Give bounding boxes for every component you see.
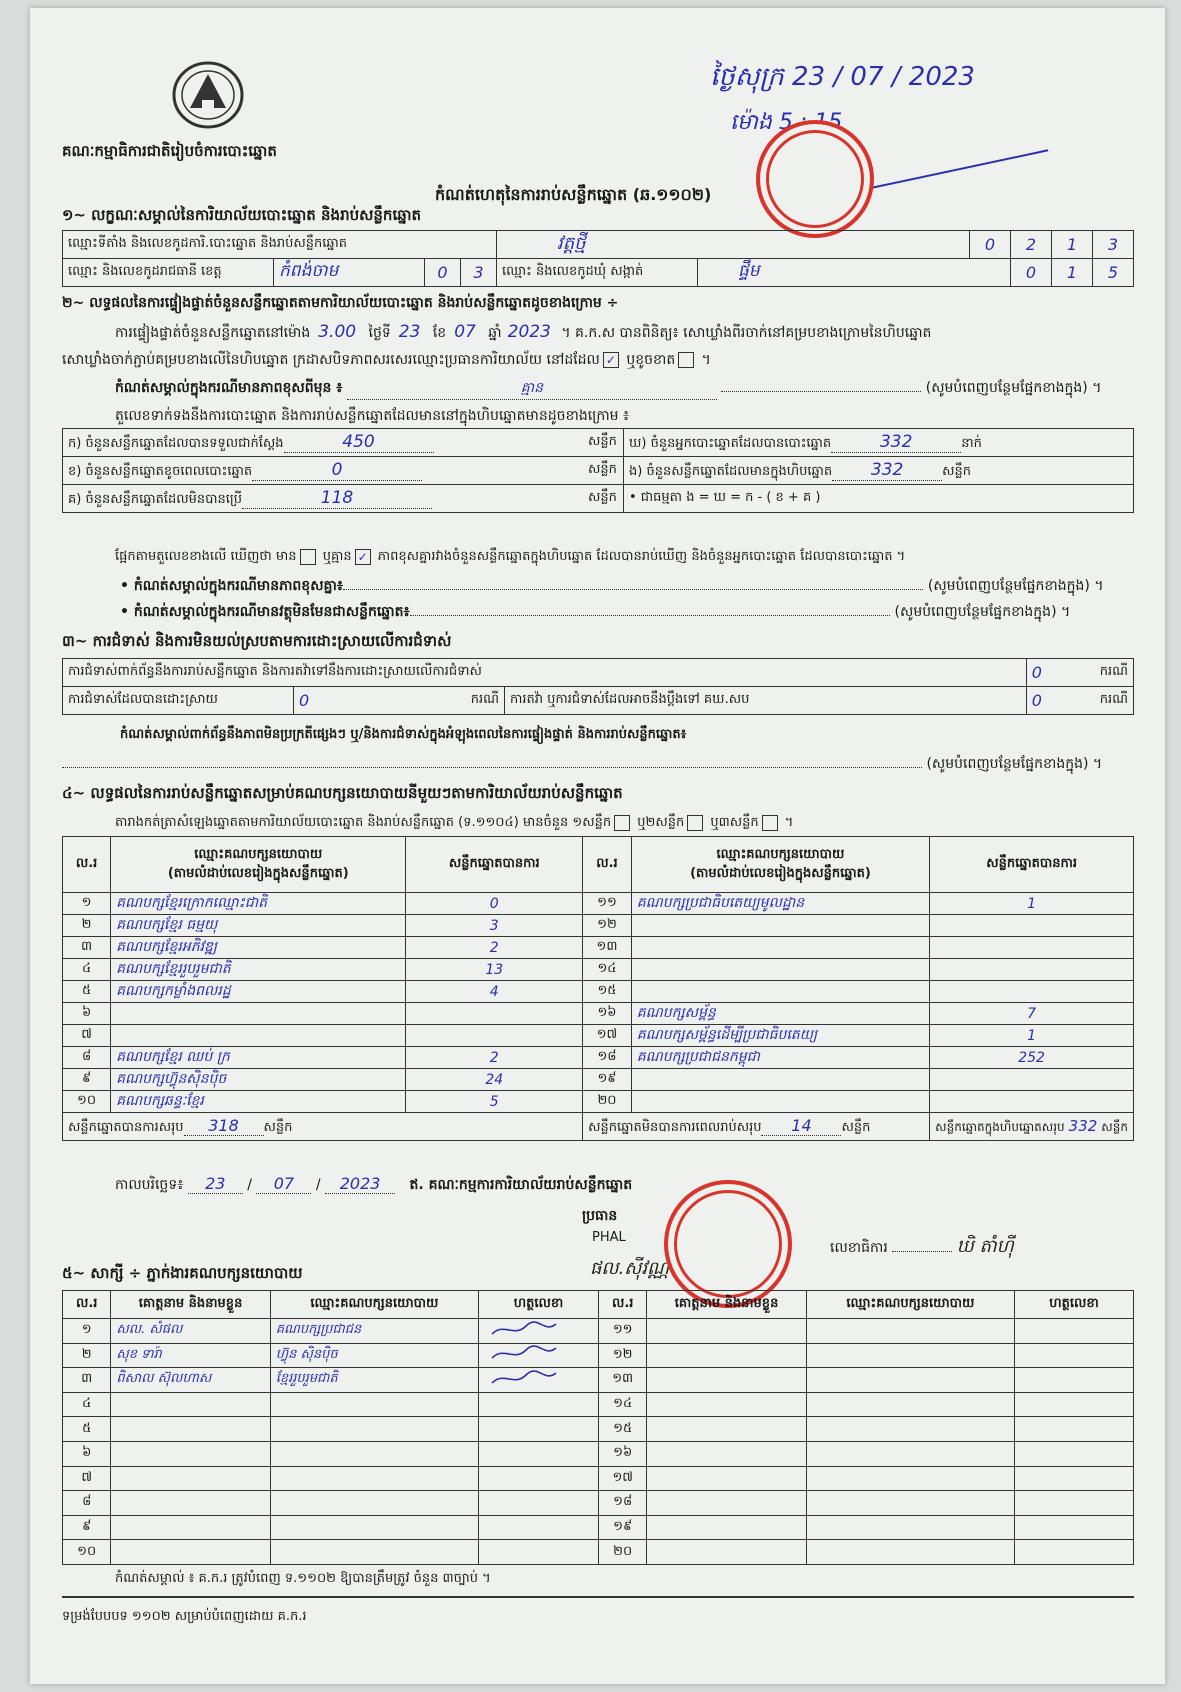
formula: • ជាធម្មតា ង = ឃ = ក - ( ខ + គ ) <box>624 485 1134 513</box>
witness-signature <box>479 1540 599 1565</box>
handwritten-date: ថ្ងៃសុក្រ 23 / 07 / 2023 <box>710 62 975 92</box>
date-line: កាលបរិច្ឆេទ៖ 23 / 07 / 2023 ឥ. គណៈកម្មការការិយាល័យរាប់សន្លឹកឆ្នោត <box>115 1174 633 1193</box>
footer-divider <box>62 1596 1134 1598</box>
witness-signature <box>1015 1343 1134 1368</box>
figure-ka: ក) ចំនួនសន្លឹកឆ្នោតដែលបានទទួលជាក់ស្តែង 450 <box>63 429 584 457</box>
chair-name: PHAL <box>592 1230 626 1245</box>
complaints-table: ការជំទាស់ពាក់ព័ន្ធនឹងការរាប់សន្លឹកឆ្នោត និងការតវ៉ាទៅនឹងការដោះស្រាយលើការជំទាស់ 0 ករណី ការជំទាស់ដែលបានដោះស្រាយ 0 ករណី ការតវ៉ា ឬការជំទាស់ដែលអាចនឹងប្តឹងទៅ គឃ.សប 0 ករណី <box>62 658 1134 715</box>
province-label: ឈ្មោះ និងលេខកូដរាជធានី ខេត្ត <box>63 259 274 287</box>
witness-no: ៧ <box>63 1466 111 1491</box>
location-code-4: 3 <box>1093 231 1134 259</box>
signature-line-top <box>872 149 1048 188</box>
location-code-1: 0 <box>970 231 1011 259</box>
witness-party <box>270 1441 478 1466</box>
witness-signature <box>1015 1392 1134 1417</box>
witness-row <box>63 1441 1134 1466</box>
province-code-2: 3 <box>461 259 497 287</box>
diff-no-checkbox[interactable]: ✓ <box>355 549 371 565</box>
witness-name <box>647 1368 806 1393</box>
two-sheet-checkbox[interactable] <box>687 815 703 831</box>
witness-table: ល.រ គោត្តនាម និងនាមខ្លួន ឈ្មោះគណបក្សនយោបាយ ហត្ថលេខា ល.រ គោត្តនាម និងនាមខ្លួន ឈ្មោះគណបក្សនយោបាយ ហត្ថលេខា ១ សល. សំផល គណបក្សប្រជាជន ១១ ២ សុខ ទារ៉ា ហ៊្វុន ស៊ិនប៉ិច ១២ ៣ ពិសាល ស៊ុលហាស ខ្មែររួបរួមជាតិ ១៣ ៤ ១៤ ៥ ១៥ ៦ ១៦ ៧ ១៧ ៨ ១៨ ៩ ១៩ ១០ ២០ <box>62 1290 1134 1565</box>
witness-row <box>63 1515 1134 1540</box>
commune-code-2: 1 <box>1052 259 1093 287</box>
figure-ka-value: 450 <box>284 432 434 453</box>
diff-note: • កំណត់សម្គាល់ក្នុងករណីមានភាពខុសគ្នា៖ (សូមបំពេញបន្ថែមផ្នែកខាងក្នុង) ។ <box>120 578 1104 594</box>
witness-signature <box>1015 1466 1134 1491</box>
witness-no: ១២ <box>599 1343 647 1368</box>
witness-name <box>111 1441 270 1466</box>
witness-name <box>647 1343 806 1368</box>
committee-label: ឥ. គណៈកម្មការការិយាល័យរាប់សន្លឹកឆ្នោត <box>409 1177 633 1193</box>
result-votes <box>930 1069 1134 1091</box>
witness-signature <box>1015 1441 1134 1466</box>
witness-party <box>270 1540 478 1565</box>
commune-code-3: 5 <box>1093 259 1134 287</box>
result-row <box>63 1069 1134 1091</box>
witness-party <box>806 1343 1014 1368</box>
result-no: ៦ <box>63 1003 111 1025</box>
result-no: ១៦ <box>583 1003 632 1025</box>
witness-no: ៣ <box>63 1368 111 1393</box>
section5-title: ៥~ សាក្សី ÷ ភ្នាក់ងារគណបក្សនយោបាយ <box>62 1264 303 1282</box>
witness-name <box>647 1491 806 1516</box>
org-name: គណៈកម្មាធិការជាតិរៀបចំការបោះឆ្នោត <box>62 142 277 160</box>
witness-no: ៦ <box>63 1441 111 1466</box>
figure-kho: ឃ) ចំនួនអ្នកបោះឆ្នោតដែលបានបោះឆ្នោត 332 នាក់ <box>624 429 1134 457</box>
witness-name: សុខ ទារ៉ា <box>111 1343 270 1368</box>
witness-signature <box>479 1491 599 1516</box>
witness-no: ១៦ <box>599 1441 647 1466</box>
location-value: វត្តថ្មី <box>497 231 970 259</box>
result-votes: 252 <box>930 1047 1134 1069</box>
secretary-label: លេខាធិការ ឃិ តាំហ៊ី <box>830 1236 1014 1257</box>
result-row <box>63 1047 1134 1069</box>
chair-label: ប្រធាន <box>582 1208 618 1224</box>
three-sheet-checkbox[interactable] <box>762 815 778 831</box>
witness-row <box>63 1368 1134 1393</box>
witness-party: គណបក្សប្រជាជន <box>270 1319 478 1344</box>
result-votes: 2 <box>406 1047 583 1069</box>
result-party: គណបក្សសម្ព័ន្ធដើម្បីប្រជាធិបតេយ្យ <box>631 1025 929 1047</box>
verify-time: 3.00 <box>318 322 357 342</box>
witness-party <box>806 1540 1014 1565</box>
result-no: ១៤ <box>583 959 632 981</box>
sign-year: 2023 <box>325 1174 395 1194</box>
seal-note-value: គ្មាន <box>347 378 717 400</box>
witness-signature <box>479 1417 599 1442</box>
witness-party <box>806 1491 1014 1516</box>
results-table <box>62 836 1134 1141</box>
form-title: កំណត់ហេតុនៃការរាប់សន្លឹកឆ្នោត (ឆ.១១០២) <box>435 185 712 204</box>
witness-signature <box>1015 1491 1134 1516</box>
result-party: គណបក្សប្រជាធិបតេយ្យមូលដ្ឋាន <box>631 893 929 915</box>
witness-signature <box>479 1392 599 1417</box>
witness-name: ពិសាល ស៊ុលហាស <box>111 1368 270 1393</box>
witness-name: សល. សំផល <box>111 1319 270 1344</box>
result-votes: 7 <box>930 1003 1134 1025</box>
witness-no: ១៨ <box>599 1491 647 1516</box>
section3-title: ៣~ ការជំទាស់ និងការមិនយល់ស្របតាមការដោះស្រាយលើការជំទាស់ <box>62 632 452 650</box>
one-sheet-checkbox[interactable] <box>614 815 630 831</box>
witness-name <box>647 1319 806 1344</box>
result-no: ៣ <box>63 937 111 959</box>
result-party <box>111 1003 406 1025</box>
result-party: គណបក្សប្រជាជនកម្ពុជា <box>631 1047 929 1069</box>
witness-no: ១១ <box>599 1319 647 1344</box>
result-party: គណបក្សខ្មែរអភិវឌ្ឍ <box>111 937 406 959</box>
witness-no: ១៥ <box>599 1417 647 1442</box>
witness-no: ៥ <box>63 1417 111 1442</box>
result-party: គណបក្សសម្ព័ន្ធ <box>631 1003 929 1025</box>
witness-row <box>63 1466 1134 1491</box>
result-party: គណបក្សខ្មែររួបរួមជាតិ <box>111 959 406 981</box>
witness-name <box>111 1515 270 1540</box>
figures-table: ក) ចំនួនសន្លឹកឆ្នោតដែលបានទទួលជាក់ស្តែង 450 សន្លឹក ឃ) ចំនួនអ្នកបោះឆ្នោតដែលបានបោះឆ្នោត 332 នាក់ ខ) ចំនួនសន្លឹកឆ្នោតខូចពេលបោះឆ្នោត 0 សន្លឹក ង) ចំនួនសន្លឹកឆ្នោតដែលមានក្នុងហិបឆ្នោត 332 សន្លឹក គ) ចំនួនសន្លឹកឆ្នោតដែលមិនបានប្រើ 118 សន្លឹក • ជាធម្មតា ង = ឃ = ក - ( ខ + គ ) <box>62 428 1134 513</box>
signature-scribble-icon <box>484 1344 564 1362</box>
result-party <box>631 1091 929 1113</box>
location-label: ឈ្មោះទីតាំង និងលេខកូដការិ.បោះឆ្នោត និងរាប់សន្លឹកឆ្នោត <box>63 231 497 259</box>
signature-scribble-icon <box>484 1320 564 1338</box>
witness-name <box>647 1515 806 1540</box>
witness-no: ៩ <box>63 1515 111 1540</box>
commune-code-1: 0 <box>1011 259 1052 287</box>
sign-day: 23 <box>188 1174 243 1194</box>
total-box-value: 332 <box>1068 1116 1098 1135</box>
witness-name <box>111 1392 270 1417</box>
result-no: ៨ <box>63 1047 111 1069</box>
object-note: • កំណត់សម្គាល់ក្នុងករណីមានវត្ថុមិនមែនជាសន្លឹកឆ្នោត៖ (សូមបំពេញបន្ថែមផ្នែកខាងក្នុង) ។ <box>120 604 1071 620</box>
result-party: គណបក្សកម្លាំងពលរដ្ឋ <box>111 981 406 1003</box>
witness-party <box>806 1417 1014 1442</box>
result-row <box>63 981 1134 1003</box>
result-party <box>631 915 929 937</box>
verify-month: 07 <box>454 322 476 342</box>
result-no: ៤ <box>63 959 111 981</box>
result-votes <box>930 937 1134 959</box>
witness-party <box>806 1466 1014 1491</box>
result-no: ៧ <box>63 1025 111 1047</box>
seal-note: កំណត់សម្គាល់ក្នុងករណីមានភាពខុសពីមុន ៖ គ្មាន (សូមបំពេញបន្ថែមផ្នែកខាងក្នុង) ។ <box>115 378 1135 400</box>
witness-party <box>806 1515 1014 1540</box>
witness-signature <box>479 1515 599 1540</box>
official-stamp-top <box>756 120 874 238</box>
witness-signature <box>1015 1540 1134 1565</box>
commune-label: ឈ្មោះ និងលេខកូដឃុំ សង្កាត់ <box>497 259 698 287</box>
result-votes <box>406 1003 583 1025</box>
result-votes: 3 <box>406 915 583 937</box>
result-votes: 1 <box>930 1025 1134 1047</box>
col-party-right: ឈ្មោះគណបក្សនយោបាយ (តាមលំដាប់លេខរៀងក្នុងសន្លឹកឆ្នោត) <box>631 837 929 893</box>
witness-row <box>63 1343 1134 1368</box>
result-votes: 13 <box>406 959 583 981</box>
witness-no: ២ <box>63 1343 111 1368</box>
witness-name <box>111 1466 270 1491</box>
witness-signature <box>479 1368 599 1393</box>
location-code-2: 2 <box>1011 231 1052 259</box>
witness-signature <box>1015 1417 1134 1442</box>
figure-ko-value: 118 <box>242 488 432 509</box>
witness-party <box>806 1368 1014 1393</box>
witness-name <box>647 1441 806 1466</box>
col-votes-right: សន្លឹកឆ្នោតបានការ <box>930 837 1134 893</box>
result-no: ៩ <box>63 1069 111 1091</box>
result-no: ១២ <box>583 915 632 937</box>
result-no: ១៣ <box>583 937 632 959</box>
witness-party <box>806 1441 1014 1466</box>
form-code: ទម្រង់បែបបទ ១១០២ សម្រាប់បំពេញដោយ គ.ក.រ <box>62 1609 307 1624</box>
witness-party: ខ្មែររួបរួមជាតិ <box>270 1368 478 1393</box>
result-votes: 5 <box>406 1091 583 1113</box>
witness-name <box>647 1540 806 1565</box>
signature-scribble-icon <box>484 1369 564 1387</box>
commune-value: ផ្ទឹម <box>698 259 1011 287</box>
official-stamp-bottom <box>664 1180 792 1308</box>
witness-no: ២០ <box>599 1540 647 1565</box>
witness-signature <box>1015 1368 1134 1393</box>
witness-row <box>63 1491 1134 1516</box>
result-no: ២០ <box>583 1091 632 1113</box>
witness-no: ១៤ <box>599 1392 647 1417</box>
result-votes <box>406 1025 583 1047</box>
result-row <box>63 959 1134 981</box>
section1-table <box>62 230 1134 287</box>
difference-line: ផ្អែកតាមតួលេខខាងលើ ឃើញថា មាន ឬគ្មាន ✓ ភាពខុសគ្នារវាងចំនួនសន្លឹកឆ្នោតក្នុងហិបឆ្នោត ដែលបានរាប់ឃើញ និងចំនួនអ្នកបោះឆ្នោត ដែលបានបោះឆ្នោត ។ <box>115 549 906 564</box>
result-no: ១៨ <box>583 1047 632 1069</box>
figure-kho-value: 332 <box>831 432 961 453</box>
witness-party <box>270 1515 478 1540</box>
total-invalid-value: 14 <box>761 1116 841 1136</box>
result-row <box>63 915 1134 937</box>
seal-line: សោឃ្លាំងចាក់ភ្ជាប់គម្របខាងលើនៃហិបឆ្នោត ក្រដាសបិទភាពសរសេរឈ្មោះប្រធានការិយាល័យ នៅដដែល ✓ ឬខូចខាត ។ <box>62 352 711 368</box>
verify-day: 23 <box>398 322 421 342</box>
result-party: គណបក្សខ្មែរ ឈប់ ក្រ <box>111 1047 406 1069</box>
verify-line: ការផ្ទៀងផ្ទាត់ចំនួនសន្លឹកឆ្នោតនៅម៉ោង 3.00 ថ្ងៃទី 23 ខែ 07 ឆ្នាំ 2023 ។ គ.ក.ស បានពិនិត្យ៖ សោឃ្លាំងពីរចាក់នៅគម្របខាងក្រោមនៃហិបឆ្នោត <box>115 322 932 342</box>
result-party <box>631 981 929 1003</box>
damaged-checkbox[interactable] <box>678 352 694 368</box>
result-votes <box>930 959 1134 981</box>
section2-title: ២~ លទ្ធផលនៃការផ្ទៀងផ្ទាត់ចំនួនសន្លឹកឆ្នោតតាមការិយាល័យបោះឆ្នោត និងរាប់សន្លឹកឆ្នោតដូចខាងក្រោម ÷ <box>62 295 619 311</box>
irregularity-note: កំណត់សម្គាល់ពាក់ព័ន្ធនឹងភាពមិនប្រក្រតីផ្សេងៗ ឬ/និងការជំទាស់ក្នុងអំឡុងពេលនៃការផ្ទៀងផ្ទាត់ និងការរាប់សន្លឹកឆ្នោត៖ <box>120 727 687 742</box>
result-row <box>63 937 1134 959</box>
result-no: ៥ <box>63 981 111 1003</box>
witness-signature <box>1015 1515 1134 1540</box>
witness-party: ហ៊្វុន ស៊ិនប៉ិច <box>270 1343 478 1368</box>
figure-ngo-value: 332 <box>832 460 942 481</box>
resolved-label: ការជំទាស់ដែលបានដោះស្រាយ <box>63 687 294 715</box>
appeal-label: ការតវ៉ា ឬការជំទាស់ដែលអាចនឹងប្តឹងទៅ គឃ.សប <box>505 687 1027 715</box>
witness-name <box>111 1491 270 1516</box>
result-party: គណបក្សខ្មែរ ធម្មយុ <box>111 915 406 937</box>
total-valid: សន្លឹកឆ្នោតបានការសរុប 318 សន្លឹក <box>63 1113 583 1141</box>
section4-title: ៤~ លទ្ធផលនៃការរាប់សន្លឹកឆ្នោតសម្រាប់គណបក្សនយោបាយនីមួយៗតាមការិយាល័យរាប់សន្លឹកឆ្នោត <box>62 784 623 802</box>
verify-year: 2023 <box>507 322 551 342</box>
result-no: ១១ <box>583 893 632 915</box>
result-no: ១៧ <box>583 1025 632 1047</box>
form-page <box>30 8 1165 1684</box>
witness-name <box>647 1417 806 1442</box>
handwritten-time: ម៉ោង 5 : 15 <box>730 110 843 135</box>
witness-signature <box>479 1466 599 1491</box>
result-votes: 1 <box>930 893 1134 915</box>
result-no: ១៩ <box>583 1069 632 1091</box>
witness-signature <box>479 1441 599 1466</box>
total-box: សន្លឹកឆ្នោតក្នុងហិបឆ្នោតសរុប 332 សន្លឹក <box>930 1113 1134 1141</box>
witness-row <box>63 1417 1134 1442</box>
result-votes: 24 <box>406 1069 583 1091</box>
witness-no: ៤ <box>63 1392 111 1417</box>
result-party: គណបក្សឆន្ទៈខ្មែរ <box>111 1091 406 1113</box>
result-row <box>63 1091 1134 1113</box>
witness-signature <box>1015 1319 1134 1344</box>
witness-row <box>63 1319 1134 1344</box>
figure-ko: គ) ចំនួនសន្លឹកឆ្នោតដែលមិនបានប្រើ 118 <box>63 485 584 513</box>
witness-name <box>111 1417 270 1442</box>
witness-signature <box>479 1319 599 1344</box>
irregularity-line: (សូមបំពេញបន្ថែមផ្នែកខាងក្នុង) ។ <box>62 754 1134 775</box>
result-row <box>63 893 1134 915</box>
result-party <box>631 937 929 959</box>
province-code-1: 0 <box>425 259 461 287</box>
figure-kha-value: 0 <box>252 460 422 481</box>
result-party <box>631 1069 929 1091</box>
witness-party <box>270 1491 478 1516</box>
result-votes <box>930 981 1134 1003</box>
tally-intro: តារាងកត់ត្រាសំឡេងឆ្នោតតាមការិយាល័យបោះឆ្នោត និងរាប់សន្លឹកឆ្នោត (ទ.១១០៤) មានចំនួន ១សន្លឹក ឬ២សន្លឹក ឬ៣សន្លឹក ។ <box>115 815 794 830</box>
witness-name <box>647 1392 806 1417</box>
witness-row <box>63 1540 1134 1565</box>
witness-party <box>270 1466 478 1491</box>
nec-logo-icon <box>168 60 248 130</box>
witness-no: ១៩ <box>599 1515 647 1540</box>
result-party: គណបក្សខ្មែរក្រោកឈ្មោះជាតិ <box>111 893 406 915</box>
result-votes: 0 <box>406 893 583 915</box>
sign-month: 07 <box>256 1174 311 1194</box>
witness-party <box>806 1319 1014 1344</box>
witness-name <box>647 1466 806 1491</box>
diff-yes-checkbox[interactable] <box>300 549 316 565</box>
figures-intro: តួលេខទាក់ទងនឹងការបោះឆ្នោត និងការរាប់សន្លឹកឆ្នោតដែលមាននៅក្នុងហិបឆ្នោតមានដូចខាងក្រោម ៖ <box>115 408 630 424</box>
witness-no: ១ <box>63 1319 111 1344</box>
complaint-value: 0 <box>1026 659 1063 687</box>
col-no-right: ល.រ <box>583 837 632 893</box>
result-no: ២ <box>63 915 111 937</box>
complaint-label: ការជំទាស់ពាក់ព័ន្ធនឹងការរាប់សន្លឹកឆ្នោត និងការតវ៉ាទៅនឹងការដោះស្រាយលើការជំទាស់ <box>63 659 1027 687</box>
result-no: ១០ <box>63 1091 111 1113</box>
col-party-left: ឈ្មោះគណបក្សនយោបាយ (តាមលំដាប់លេខរៀងក្នុងសន្លឹកឆ្នោត) <box>111 837 406 893</box>
witness-row <box>63 1392 1134 1417</box>
witness-party <box>806 1392 1014 1417</box>
witness-party <box>270 1417 478 1442</box>
witness-name <box>111 1540 270 1565</box>
result-votes <box>930 915 1134 937</box>
appeal-value: 0 <box>1026 687 1063 715</box>
witness-party <box>270 1392 478 1417</box>
section1-title: ១~ លក្ខណៈសម្គាល់នៃការិយាល័យបោះឆ្នោត និងរាប់សន្លឹកឆ្នោត <box>62 206 422 224</box>
figure-ngo: ង) ចំនួនសន្លឹកឆ្នោតដែលមានក្នុងហិបឆ្នោត 332 សន្លឹក <box>624 457 1134 485</box>
province-value: កំពង់ចាម <box>274 259 425 287</box>
secretary-signature: ឃិ តាំហ៊ី <box>956 1236 1014 1257</box>
result-row <box>63 1003 1134 1025</box>
result-votes <box>930 1091 1134 1113</box>
resolved-value: 0 ករណី <box>294 687 505 715</box>
witness-no: ៨ <box>63 1491 111 1516</box>
result-party <box>111 1025 406 1047</box>
total-invalid: សន្លឹកឆ្នោតមិនបានការពេលរាប់សរុប 14 សន្លឹក <box>583 1113 930 1141</box>
result-votes: 2 <box>406 937 583 959</box>
result-no: ១ <box>63 893 111 915</box>
result-no: ១៥ <box>583 981 632 1003</box>
location-code-3: 1 <box>1052 231 1093 259</box>
result-votes: 4 <box>406 981 583 1003</box>
witness-signature <box>479 1343 599 1368</box>
col-votes-left: សន្លឹកឆ្នោតបានការ <box>406 837 583 893</box>
col-no-left: ល.រ <box>63 837 111 893</box>
result-party <box>631 959 929 981</box>
result-row <box>63 1025 1134 1047</box>
chair-handwritten: ផល.ស៊ីវណ្ណា <box>590 1258 675 1279</box>
result-party: គណបក្សហ៊្វុនស៊ិនប៉ិច <box>111 1069 406 1091</box>
witness-no: ១៣ <box>599 1368 647 1393</box>
witness-no: ១០ <box>63 1540 111 1565</box>
footnote: កំណត់សម្គាល់ ៖ គ.ក.រ ត្រូវបំពេញ ទ.១១០២ ឱ្យបានត្រឹមត្រូវ ចំនួន ៣ច្បាប់ ។ <box>115 1571 491 1586</box>
witness-no: ១៧ <box>599 1466 647 1491</box>
intact-checkbox[interactable]: ✓ <box>603 352 619 368</box>
figure-kha: ខ) ចំនួនសន្លឹកឆ្នោតខូចពេលបោះឆ្នោត 0 <box>63 457 584 485</box>
total-valid-value: 318 <box>184 1116 264 1136</box>
